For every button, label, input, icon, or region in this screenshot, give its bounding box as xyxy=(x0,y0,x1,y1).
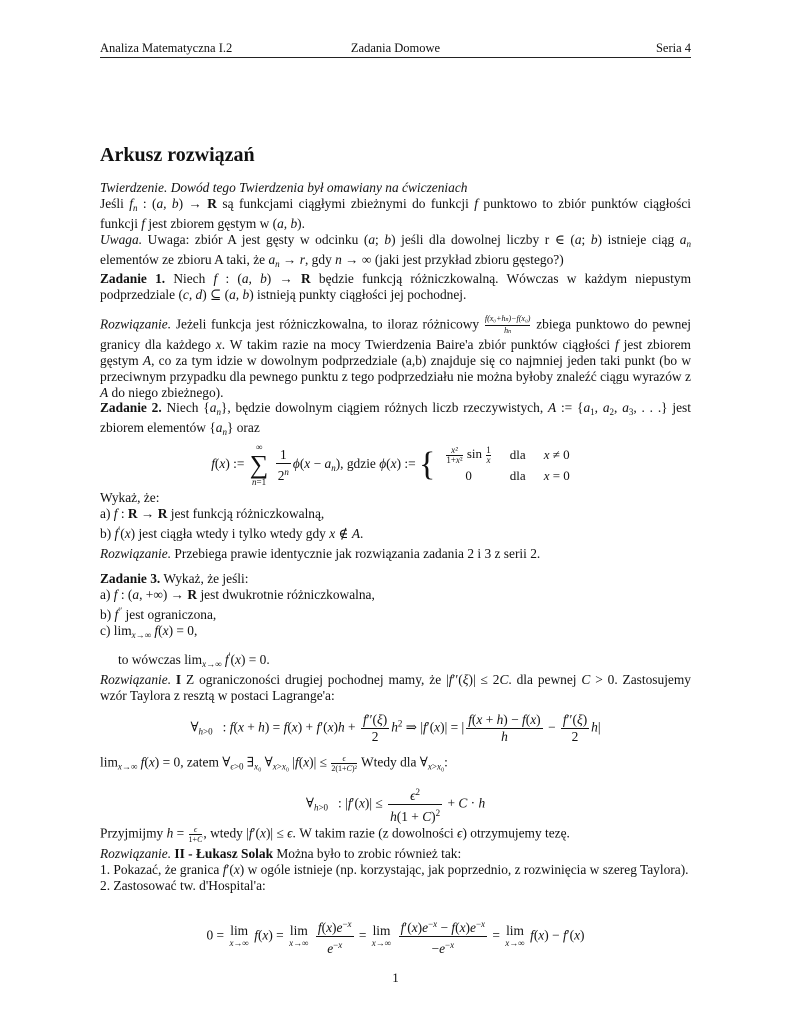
task3-conclusion: to wówczas $\lim_{x\to\infty} f'(x) = 0$. xyxy=(118,651,270,669)
equation-where: gdzie xyxy=(346,456,376,472)
solution4-label: Rozwiązanie. xyxy=(100,846,172,861)
task3-block: Zadanie 3. Wykaż, że jeśli: a) f : (a, +∞) → R jest dwukrotnie różniczkowalna, b) f′′ jest ograniczona, c) $\lim_{x\to\infty} f(x) = 0$, xyxy=(100,571,375,640)
item-marker: a) xyxy=(100,587,111,602)
running-header xyxy=(100,40,691,56)
solution2-text: Przebiega prawie identycznie jak rozwiązania zadania 2 i 3 z serii 2. xyxy=(174,546,541,561)
theorem-text: punktowo to zbiór punktów ciągłości funkcji xyxy=(100,196,691,231)
solution1-text: zbiega punktowo do pewnej granicy dla każdego xyxy=(100,316,692,352)
task3-item-b: jest ograniczona, xyxy=(125,607,217,622)
task1-label: Zadanie 1. xyxy=(100,271,166,286)
task1-text: będzie funkcją różniczkowalną. Wówczas w każdym niepustym podprzedziale xyxy=(100,271,691,302)
difference-quotient: $\frac{\text{f(x₀+hn)−f(x₀)}}{hn}$ xyxy=(484,314,531,335)
remark-text: istnieje ciąg xyxy=(607,232,675,247)
task1-text: Niech xyxy=(173,271,206,286)
item-marker: b) xyxy=(100,526,112,541)
task3-label: Zadanie 3. xyxy=(100,571,161,586)
solution4-author: II - Łukasz Solak xyxy=(174,846,274,861)
header-series: Seria 4 xyxy=(655,41,691,55)
remark-text: elementów ze zbioru A taki, że xyxy=(100,252,266,267)
solution3-text: Wtedy dla xyxy=(361,754,417,770)
task3-text: Wykaż, że jeśli: xyxy=(163,571,249,586)
task2-block: Zadanie 2. Niech $\{a_n\}$, będzie dowolnym ciągiem różnych liczb rzeczywistych, A := {$a_1$, $a_2$, $a_3$, . . .} jest zbiorem elementów $\{a_n\}$ oraz xyxy=(100,400,691,437)
equation-taylor: $\forall_{h>0}$ : f(x + h) = f(x) + f′(x)h + $\frac{f''(\xi)}{2}$ $h^2$ ⇒ |f′(x)| = | $\frac{f(x + h) - f(x)}{h}$ − $\frac{f''(\xi)}{2}$ h| xyxy=(190,712,601,744)
task2-label: Zadanie 2. xyxy=(100,400,162,415)
header-rule xyxy=(100,57,691,58)
theorem-block: Twierdzenie. Dowód tego Twierdzenia był omawiany na ćwiczeniach Jeśli $f_n$ : (a, b) → R są funkcjami ciągłymi zbieżnymi do funkcji f punktowo to zbiór punktów ciągłości funkcji f jest zbiorem gęstym w (a, b). xyxy=(100,180,691,231)
remark-block: Uwaga. Uwaga: zbiór A jest gęsty w odcinku (a; b) jeśli dla dowolnej liczby r ∈ (a; b) istnieje ciąg $a_n$ elementów ze zbioru A taki, że $a_n \to r$, gdy n → ∞ (jaki jest przykład zbioru gęstego?) xyxy=(100,232,691,269)
theorem-label: Twierdzenie. xyxy=(100,180,168,195)
solution3-block: Rozwiązanie. I Z ograniczoności drugiej pochodnej mamy, że |f′′(ξ)| ≤ 2C. dla pewnej C > 0. Zastosujemy wzór Taylora z resztą w postaci Lagrange'a: xyxy=(100,672,691,703)
solution4-step1: 1. Pokazać, że granica xyxy=(100,862,220,877)
remark-label: Uwaga. xyxy=(100,232,143,247)
item-marker: b) xyxy=(100,607,112,622)
solution2-block xyxy=(100,546,691,562)
solution3-text: Zastosujemy wzór Taylora z resztą w postaci Lagrange'a: xyxy=(100,672,691,703)
header-center: Zadania Domowe xyxy=(350,41,441,55)
page-number: 1 xyxy=(392,970,399,985)
remark-text: (jaki jest przykład zbioru gęstego?) xyxy=(374,252,564,267)
solution1-label: Rozwiązanie. xyxy=(100,316,172,332)
task3-item-a: jest dwukrotnie różniczkowalna, xyxy=(200,587,375,602)
theorem-note: Dowód tego Twierdzenia był omawiany na ćwiczeniach xyxy=(170,180,468,195)
solution1-text: do niego zbieżnego). xyxy=(111,385,224,400)
task2-items: Wykaż, że: a) f : R → R jest funkcją różniczkowalną, b) f′(x) jest ciągła wtedy i tylko wtedy gdy x ∉ A. xyxy=(100,490,691,542)
remark-text: jeśli dla dowolnej liczby r ∈ xyxy=(401,232,565,247)
task2-show: Wykaż, że: xyxy=(100,490,160,505)
solution1-text: Jeżeli funkcja jest różniczkowalna, to iloraz różnicowy xyxy=(175,316,480,332)
task2-text: oraz xyxy=(236,420,260,435)
solution3-text: wtedy xyxy=(210,825,243,841)
solution3-text: zatem xyxy=(186,754,219,770)
remark-text: Uwaga: zbiór A jest gęsty w odcinku xyxy=(147,232,359,247)
task1-text: istnieją punkty ciągłości jej pochodnej. xyxy=(257,287,467,302)
solution3-text: Przyjmijmy xyxy=(100,825,164,841)
solution1-block: Rozwiązanie. Jeżeli funkcja jest różniczkowalna, to iloraz różnicowy $\frac{\text{f(x₀+hn)−f(x₀)}}{hn}$ zbiega punktowo do pewnej granicy dla każdego x. W takim razie na mocy Twierdzenia Baire'a zbiór punktów ciągłości f jest zbiorem gęstym A, co za tym idzie w dowolnym podprzedziale (a,b) znajduje się co najmniej jeden taki punkt (bo w przeciwnym przypadku dla pewnego punktu z tego podprzedziału nie można byłoby znaleźć ciągu wyrazów z A do niego zbieżnego). xyxy=(100,314,692,400)
solution3-label: Rozwiązanie. xyxy=(100,672,172,687)
task2-text: jest zbiorem elementów xyxy=(100,400,691,435)
solution4-step1: w ogóle istnieje (np. korzystając, jak poprzednio, z rozwinięcia w szereg Taylora). xyxy=(247,862,689,877)
solution1-text: jest zbiorem gęstym xyxy=(100,337,691,368)
equation-f-definition: f(x) := ∞ ∑ n=1 $\frac{1}{2^n}$ $\phi(x - a_n)$, gdzie ϕ(x) := { $\frac{\text{x²}}{\text{1+x²}}$ sin $\frac{1}{x}$ dla x ≠ 0 0 dla x = 0 xyxy=(100,442,691,488)
remark-text: gdy xyxy=(311,252,332,267)
solution3-conclusion: Przyjmijmy h = $\frac{\epsilon}{1+C}$ , wtedy |f′(x)| ≤ ϵ. W takim razie (z dowolności ϵ) otrzymujemy tezę. xyxy=(100,825,570,844)
solution1-text: W takim razie na mocy Twierdzenia Baire'a zbiór punktów ciągłości xyxy=(229,337,611,352)
page-title: Arkusz rozwiązań xyxy=(100,144,255,166)
task1-block: Zadanie 1. Niech f : (a, b) → R będzie funkcją różniczkowalną. Wówczas w każdym niepustym podprzedziale (c, d) ⊆ (a, b) istnieją punkty ciągłości jej pochodnej. xyxy=(100,271,691,302)
solution2-label: Rozwiązanie. xyxy=(100,546,172,561)
header-course: Analiza Matematyczna I.2 xyxy=(100,41,233,55)
solution4-text: Można było to zrobic również tak: xyxy=(276,846,462,861)
solution3-text: W takim razie (z dowolności xyxy=(299,825,454,841)
equation-hospital: 0 = lim x→∞ f(x) = lim x→∞ $\frac{f(x)e^{-x}}{e^{-x}}$ = lim x→∞ $\frac{f'(x)e^{-x} - f(x)e^{-x}}{-e^{-x}}$ = lim x→∞ f(x) − f′(x) xyxy=(100,916,691,957)
theorem-text: są funkcjami ciągłymi zbieżnymi do funkcji xyxy=(222,196,469,211)
solution3-text: ) otrzymujemy tezę. xyxy=(462,825,570,841)
item-marker: c) xyxy=(100,623,111,638)
solution4-step2: 2. Zastosować tw. d'Hospital'a: xyxy=(100,878,266,893)
theorem-text: Jeśli xyxy=(100,196,124,211)
equation-bound: $\forall_{h>0}$ : |f′(x)| ≤ $\frac{\epsilon^2}{h(1 + C)^2}$ + C · h xyxy=(100,784,691,825)
task2-item-a: jest funkcją różniczkowalną, xyxy=(170,506,325,521)
task2-item-b: jest ciągła wtedy i tylko wtedy gdy xyxy=(138,526,326,541)
solution4-block: Rozwiązanie. II - Łukasz Solak Można było to zrobic również tak: 1. Pokazać, że granica f′(x) w ogóle istnieje (np. korzystając, jak poprzednio, z rozwinięcia w szereg Taylora). 2. Zastosować tw. d'Hospital'a: xyxy=(100,846,691,894)
theorem-text: jest zbiorem gęstym w xyxy=(148,216,270,231)
phi-cases: $\frac{\text{x²}}{\text{1+x²}}$ sin $\frac{1}{x}$ dla x ≠ 0 0 dla x = 0 xyxy=(446,444,570,483)
solution3-text: dla pewnej xyxy=(516,672,577,687)
solution1-text: co za tym idzie w dowolnym podprzedziale (a,b) znajduje się co najmniej jeden taki punkt (bo w przeciwnym przypadku dla pewnego punktu z tego podprzedziału nie można byłoby znaleźć ciągu wyrazów z xyxy=(100,353,691,384)
case-condition: dla xyxy=(509,446,526,462)
task2-text: będzie dowolnym ciągiem różnych liczb rzeczywistych, xyxy=(235,400,544,415)
task2-text: Niech xyxy=(166,400,199,415)
case-condition: dla xyxy=(509,467,526,483)
task3-then: to wówczas xyxy=(118,652,181,667)
solution3-line2: $\lim_{x\to\infty} f(x) = 0$, zatem $\forall_{\epsilon>0}$ $\exists_{x_0}$ $\forall_{x>x_0}$ |f(x)| ≤ $\frac{\epsilon}{\text{2(1+C)²}}$ Wtedy dla $\forall_{x>x_0}$: xyxy=(100,754,448,773)
solution3-text: Z ograniczoności drugiej pochodnej mamy, że xyxy=(186,672,442,687)
solution3-part: I xyxy=(175,672,182,687)
item-marker: a) xyxy=(100,506,111,521)
